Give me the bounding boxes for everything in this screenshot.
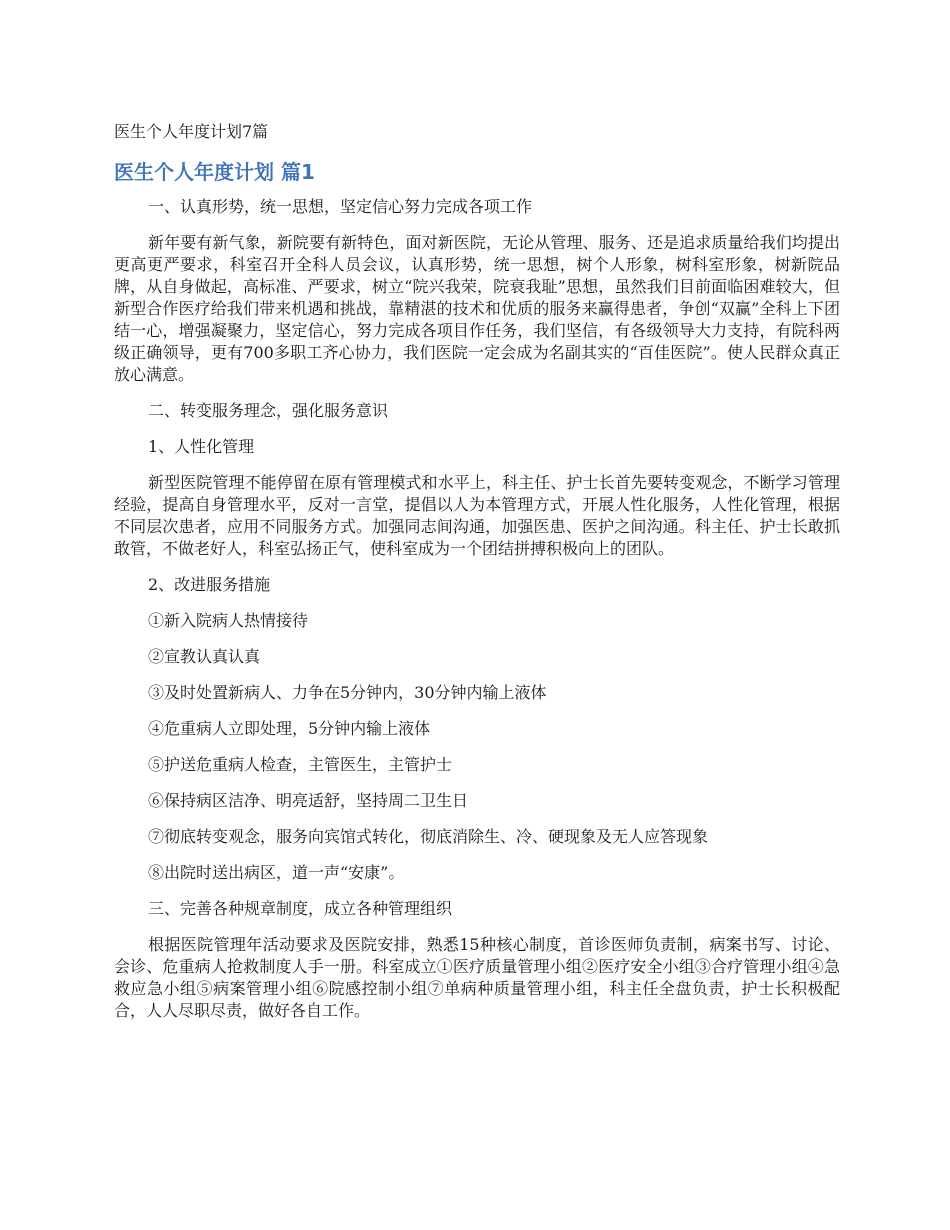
paragraph-1: 一、认真形势，统一思想，坚定信心努力完成各项工作 [148, 197, 533, 216]
paragraph-8: 根据医院管理年活动要求及医院安排，熟悉15种核心制度，首诊医师负责制，病案书写、讨论、会诊、危重病人抢救制度人手一册。科室成立①医疗质量管理小组②医疗安全小组③合疗管理小组④急救应急小组⑤病案管理小组⑥院感控制小组⑦单病种质量管理小组，科主任全盘负责，护士长积极配合，人人尽职尽责，做好各自工作。 [114, 935, 840, 1020]
list-item-1: ①新入院病人热情接待 [148, 611, 309, 630]
paragraph-2: 新年要有新气象，新院要有新特色，面对新医院，无论从管理、服务、还是追求质量给我们均提出更高更严要求，科室召开全科人员会议，认真形势，统一思想，树个人形象，树科室形象，树新院品牌，从自身做起，高标准、严要求，树立“院兴我荣，院衰我耻”思想，虽然我们目前面临困难较大，但新型合作医疗给我们带来机遇和挑战，靠精湛的技术和优质的服务来赢得患者，争创“双赢”全科上下团结一心，增强凝聚力，坚定信心，努力完成各项目作任务，我们坚信，有各级领导大力支持，有院科两级正确领导，更有700多职工齐心协力，我们医院一定会成为名副其实的“百佳医院”。使人民群众真正放心满意。 [114, 233, 840, 384]
list-item-8: ⑧出院时送出病区，道一声“安康”。 [148, 863, 405, 882]
list-item-4: ④危重病人立即处理，5分钟内输上液体 [148, 719, 431, 738]
paragraph-7: 三、完善各种规章制度，成立各种管理组织 [148, 899, 453, 918]
paragraph-6: 2、改进服务措施 [148, 575, 271, 594]
document-page [114, 120, 840, 1036]
list-item-7: ⑦彻底转变观念，服务向宾馆式转化，彻底消除生、冷、硬现象及无人应答现象 [148, 827, 709, 846]
paragraph-4: 1、人性化管理 [148, 437, 255, 456]
section-heading: 医生个人年度计划 篇1 [114, 160, 315, 184]
list-item-5: ⑤护送危重病人检查，主管医生，主管护士 [148, 755, 453, 774]
paragraph-3: 二、转变服务理念，强化服务意识 [148, 401, 389, 420]
list-item-6: ⑥保持病区洁净、明亮适舒，坚持周二卫生日 [148, 791, 469, 810]
paragraph-5: 新型医院管理不能停留在原有管理模式和水平上，科主任、护士长首先要转变观念，不断学习管理经验，提高自身管理水平，反对一言堂，提倡以人为本管理方式，开展人性化服务，人性化管理，根据不同层次患者，应用不同服务方式。加强同志间沟通，加强医患、医护之间沟通。科主任、护士长敢抓敢管，不做老好人，科室弘扬正气，使科室成为一个团结拼搏积极向上的团队。 [114, 473, 840, 558]
list-item-3: ③及时处置新病人、力争在5分钟内，30分钟内输上液体 [148, 683, 547, 702]
document-title: 医生个人年度计划7篇 [114, 122, 269, 141]
list-item-2: ②宣教认真认真 [148, 647, 261, 666]
